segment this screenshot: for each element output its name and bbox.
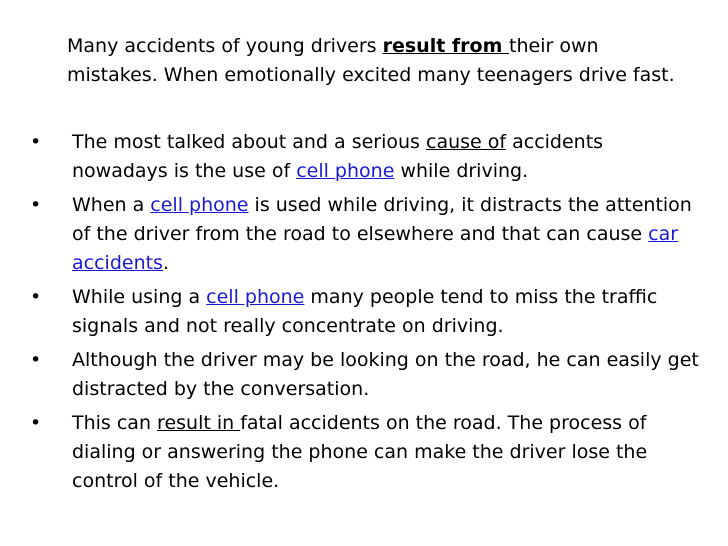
bullet-text: while driving.: [394, 160, 529, 182]
bullet-text: Although the driver may be looking on the road, he can easily get distracted by the conversation.: [72, 349, 699, 400]
bullet-item: [30, 283, 700, 341]
bullet-item: [30, 191, 700, 278]
underlined-text: cause of: [426, 131, 507, 153]
bullet-item: [30, 409, 700, 496]
bullet-text: When a: [72, 194, 151, 216]
bullet-text: This can: [72, 412, 158, 434]
bullet-text: .: [162, 252, 170, 274]
bullet-text: While using a: [72, 286, 207, 308]
bullet-text: is used while driving, it distracts the attention of the driver from the road to elsewhere and that can cause: [72, 194, 692, 245]
cell-phone-link[interactable]: cell phone: [206, 286, 305, 308]
bullet-icon: •: [30, 194, 42, 216]
bullet-item: [30, 346, 700, 404]
cell-phone-link[interactable]: cell phone: [296, 160, 395, 182]
intro-paragraph: [67, 32, 687, 90]
intro-text-before: Many accidents of young drivers: [67, 35, 383, 57]
intro-emphasis: result from: [382, 35, 510, 57]
bullet-item: [30, 128, 700, 186]
bullet-text: The most talked about and a serious: [72, 131, 426, 153]
intro-text-after: their own mistakes. When emotionally excited many teenagers drive fast.: [67, 35, 675, 86]
bullet-list: [30, 128, 700, 501]
bullet-icon: •: [30, 286, 42, 308]
car-accidents-link[interactable]: car accidents: [72, 223, 679, 274]
bullet-text: accidents nowadays is the use of: [72, 131, 604, 182]
bullet-text: fatal accidents on the road. The process of dialing or answering the phone can make the driver lose the control of the vehicle.: [72, 412, 648, 492]
bullet-text: many people tend to miss the traffic signals and not really concentrate on driving.: [72, 286, 658, 337]
bullet-icon: •: [30, 412, 42, 434]
bullet-icon: •: [30, 131, 42, 153]
underlined-text: result in: [157, 412, 241, 434]
cell-phone-link[interactable]: cell phone: [150, 194, 249, 216]
bullet-icon: •: [30, 349, 42, 371]
